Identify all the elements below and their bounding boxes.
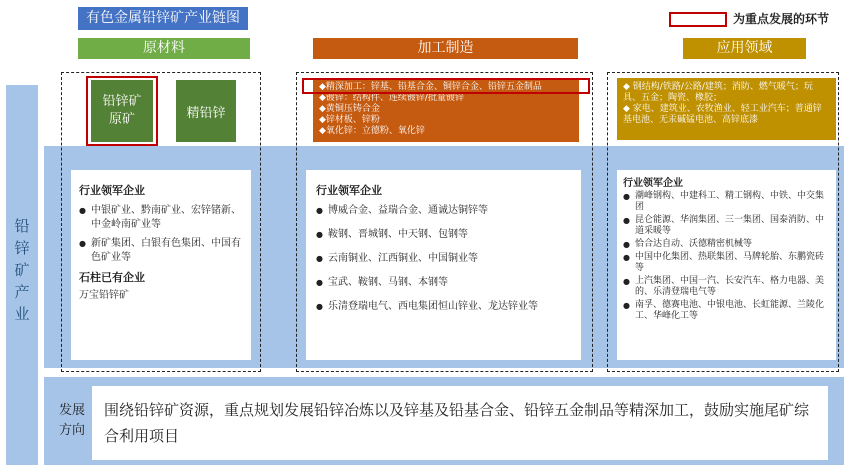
- side-label: 铅 锌 矿 产 业: [14, 217, 30, 323]
- process-group-outline: [296, 72, 593, 372]
- process-item: ◆氧化锌：立德粉、氧化锌: [319, 126, 425, 136]
- list-item: ● 博威合金、益瑞合金、通诚达铜锌等: [316, 204, 571, 218]
- process-item: ◆黄铜压铸合金: [319, 104, 380, 114]
- list-item: ● 新矿集团、白银有色集团、中国有色矿业等: [79, 237, 243, 265]
- chart-title: 有色金属铅锌矿产业链图: [78, 7, 248, 30]
- list-item: ● 上汽集团、中国一汽、长安汽车、格力电器、美的、乐清登瑞电气等: [623, 276, 830, 298]
- list-item: ● 中国中化集团、热联集团、马牌轮胎、东鹏瓷砖等: [623, 252, 830, 274]
- process-item: ◆镀锌：结构件、连续镀锌/批量镀锌: [319, 93, 464, 103]
- process-leaders-title: 行业领军企业: [316, 184, 382, 197]
- list-item: ● 宝武、鞍钢、马钢、本钢等: [316, 276, 571, 290]
- raw-leaders-title: 行业领军企业: [79, 184, 145, 197]
- column-header-raw: 原材料: [78, 38, 250, 59]
- list-item: ● 鞍钢、晋城钢、中天钢、包钢等: [316, 228, 571, 242]
- list-item: ● 中银矿业、黔南矿业、宏锌锗新、中金岭南矿业等: [79, 204, 243, 232]
- list-item: ● 云南铜业、江西铜业、中国铜业等: [316, 252, 571, 266]
- application-item: ◆ 家电、建筑业、农牧渔业、轻工业汽车；普通锌基电池、无汞碱锰电池、高锌底漆: [623, 104, 822, 125]
- local-company: 万宝铅锌矿: [79, 290, 129, 301]
- column-header-process: 加工制造: [313, 38, 578, 59]
- raw-group-outline: [61, 72, 261, 372]
- application-leaders-title: 行业领军企业: [623, 178, 683, 189]
- direction-label: 发展 方向: [58, 403, 85, 438]
- application-item: ◆ 钢结构/铁路/公路/建筑；消防、燃气暖气；玩具、五金；陶瓷、橡胶；: [623, 82, 813, 103]
- process-item: ◆锌材板、锌粉: [319, 115, 380, 125]
- process-item: ◆精深加工：锌基、铅基合金、铜锌合金、铅锌五金制品: [319, 82, 542, 92]
- raw-concentrate-box: 精铅锌: [176, 80, 236, 142]
- application-group-outline: [607, 72, 839, 372]
- legend-label: 为重点发展的环节: [733, 12, 830, 26]
- local-companies-title: 石柱已有企业: [79, 271, 145, 284]
- list-item: ● 潮峰钢构、中建科工、精工钢构、中铁、中交集团: [623, 191, 830, 213]
- list-item: ● 乐清登瑞电气、西电集团恒山锌业、龙达锌业等: [316, 300, 571, 314]
- direction-text: 围绕铅锌矿资源，重点规划发展铅锌冶炼以及锌基及铅基合金、铅锌五金制品等精深加工，鼓励实施尾矿综合利用项目: [92, 386, 828, 460]
- column-header-application: 应用领域: [683, 38, 806, 59]
- list-item: ● 昆仑能源、华润集团、三一集团、国泰消防、中道采暖等: [623, 215, 830, 237]
- list-item: ● 恰合达自动、沃德精密机械等: [623, 239, 830, 250]
- list-item: ● 南孚、德赛电池、中银电池、长虹能源、兰陵化工、华峰化工等: [623, 300, 830, 322]
- legend-swatch: [669, 12, 727, 27]
- raw-ore-label: 铅锌矿 原矿: [102, 94, 142, 127]
